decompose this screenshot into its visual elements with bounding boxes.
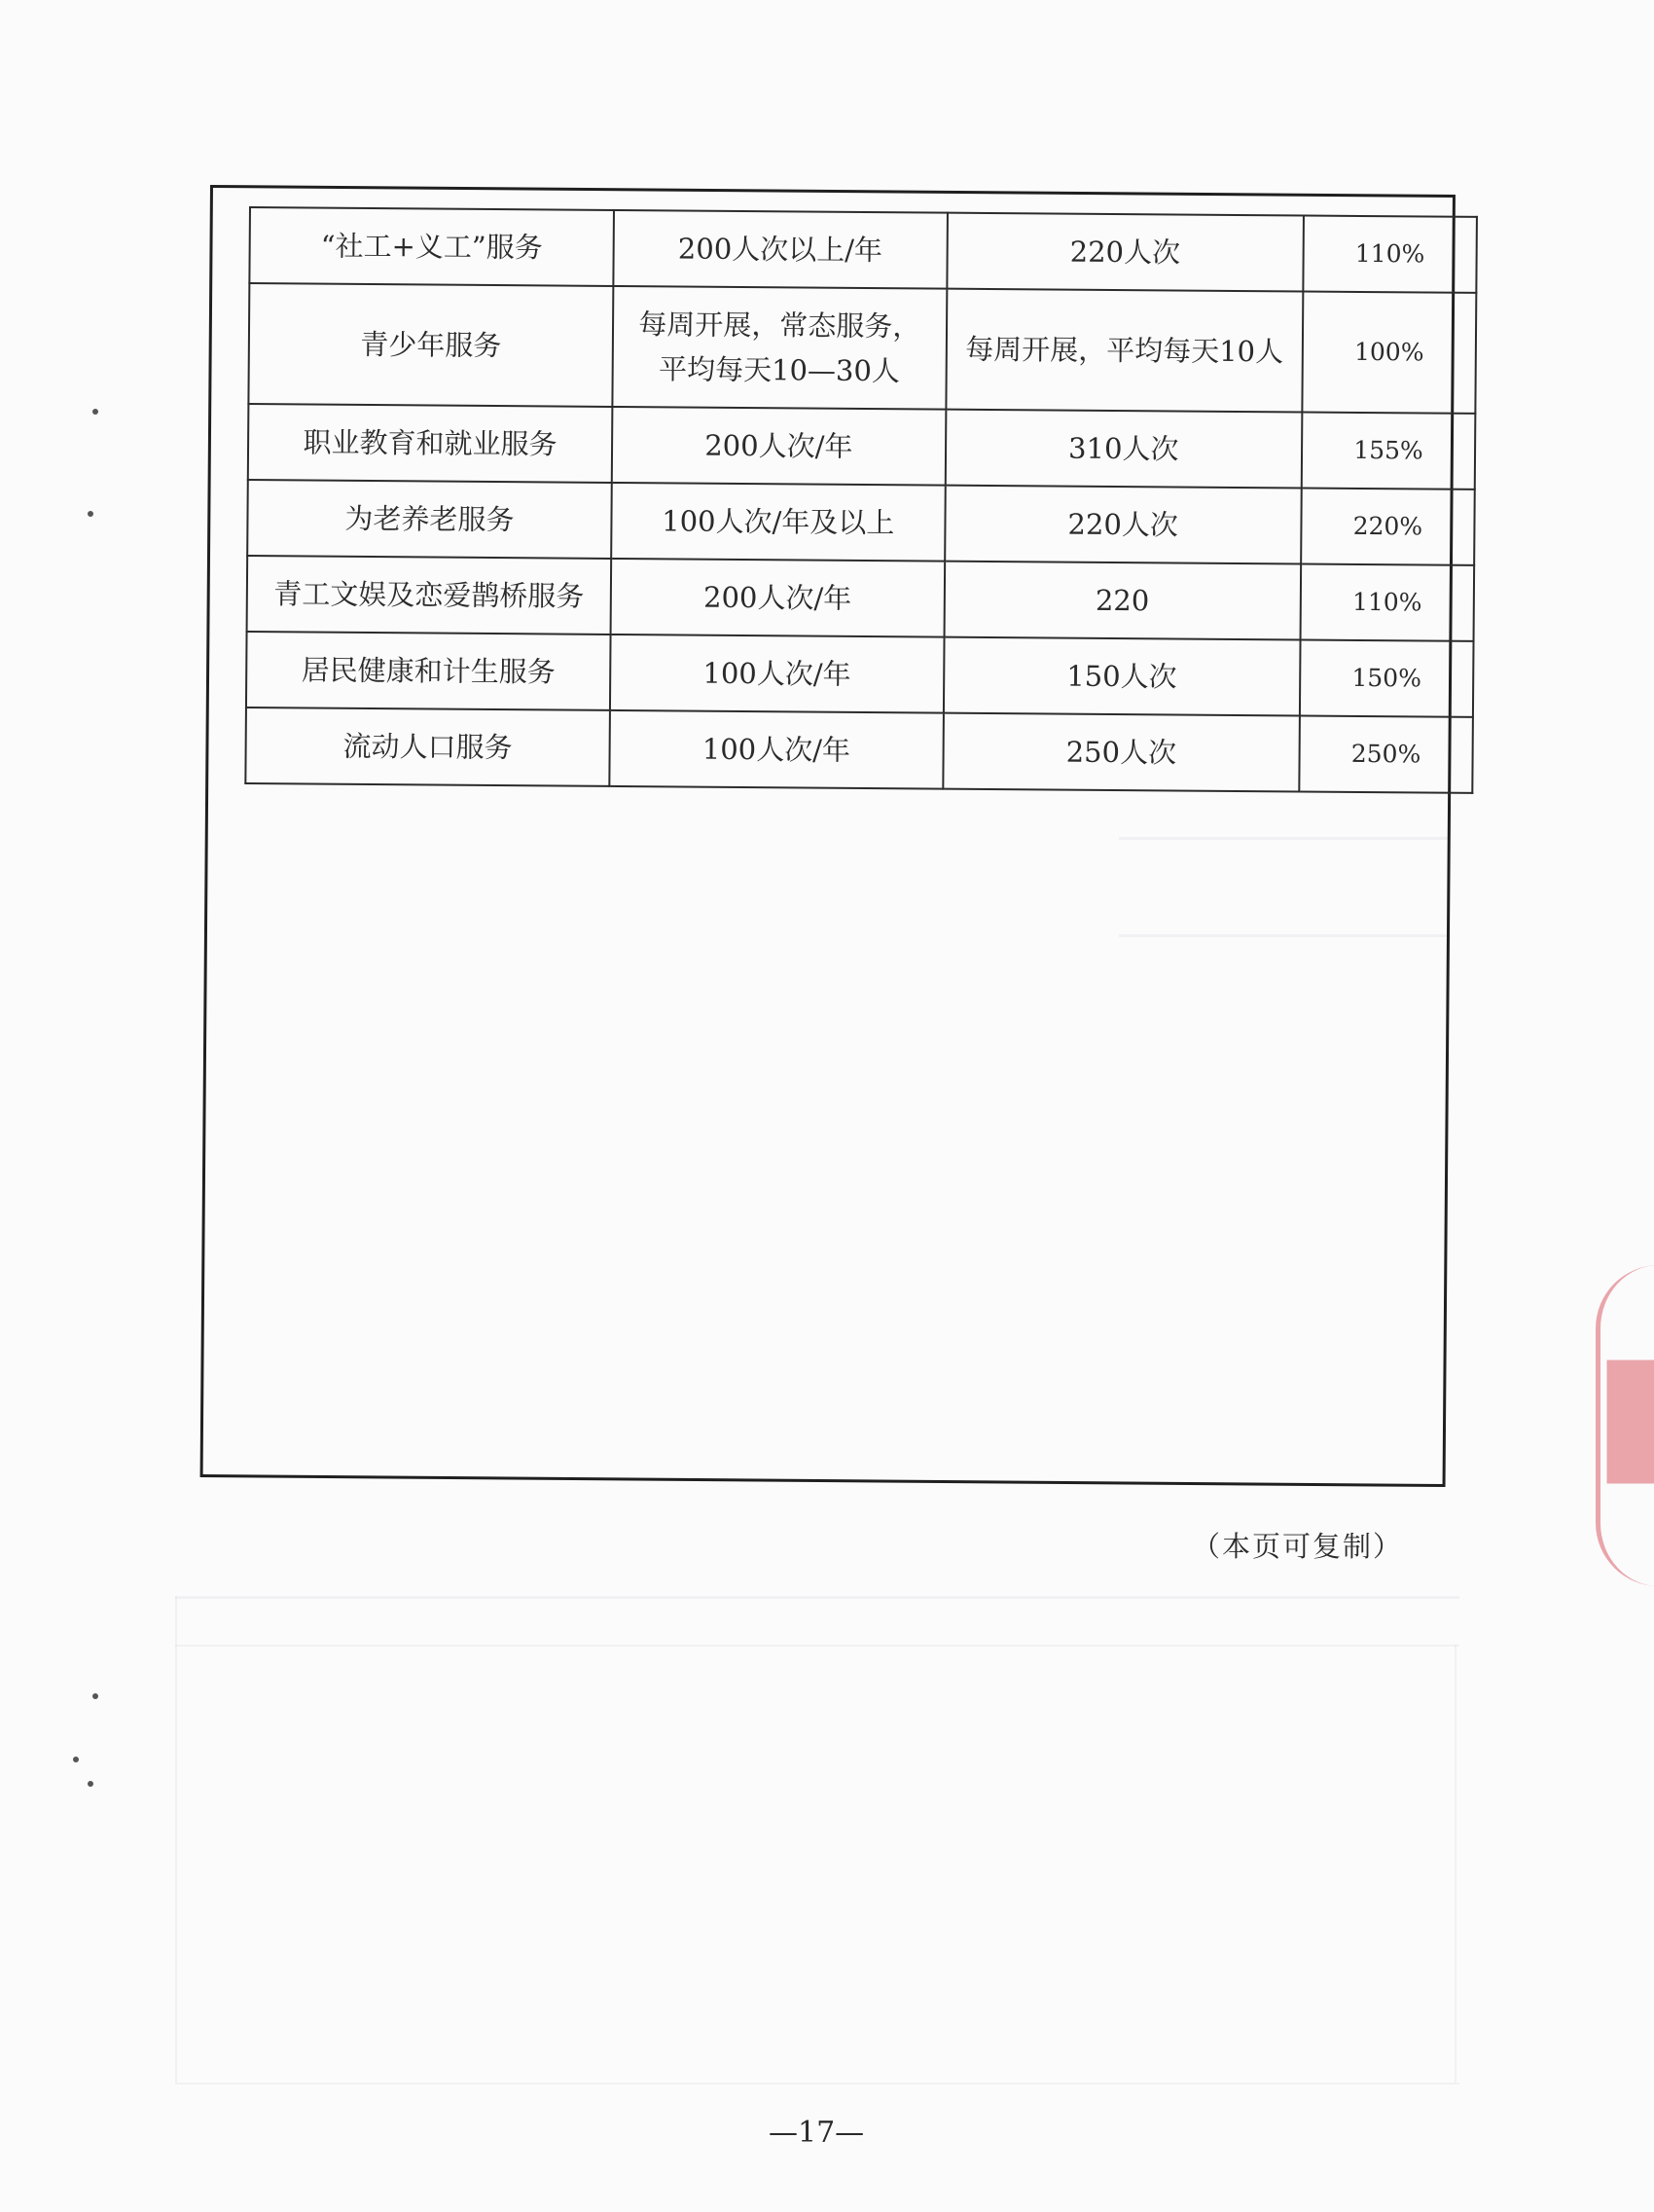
- scan-speck: [92, 1693, 98, 1699]
- completion-rate: 155%: [1302, 413, 1476, 490]
- actual-value: 220: [944, 562, 1301, 640]
- scan-speck: [88, 511, 93, 517]
- show-through-line: [175, 1596, 1459, 1599]
- table-row: [246, 632, 1474, 717]
- table-row: [248, 404, 1476, 490]
- actual-value: 每周开展，平均每天10人: [946, 289, 1303, 413]
- show-through-line: [175, 1645, 1459, 1647]
- actual-value: 220人次: [947, 213, 1304, 292]
- scan-speck: [88, 1781, 93, 1787]
- service-item: 青工文娱及恋爱鹊桥服务: [247, 556, 612, 635]
- target-value: 100人次/年及以上: [611, 483, 945, 562]
- completion-rate: 220%: [1301, 489, 1475, 565]
- target-value: 每周开展，常态服务，平均每天10—30人: [612, 286, 947, 410]
- scan-speck: [92, 409, 98, 415]
- table-row: [247, 556, 1475, 641]
- table-row: [248, 283, 1476, 414]
- table-row: [247, 480, 1475, 565]
- service-item: 流动人口服务: [245, 707, 610, 786]
- actual-value: 310人次: [945, 410, 1302, 489]
- target-value: 200人次以上/年: [613, 210, 947, 289]
- copy-permission-note: （本页可复制）: [1192, 1530, 1404, 1563]
- table-row: [249, 207, 1477, 293]
- service-item: 居民健康和计生服务: [246, 632, 611, 710]
- page-number: —17—: [769, 2116, 865, 2150]
- service-item: 职业教育和就业服务: [248, 404, 613, 483]
- completion-rate: 150%: [1300, 639, 1474, 716]
- completion-rate: 250%: [1299, 715, 1473, 792]
- service-item: 为老养老服务: [247, 480, 612, 559]
- completion-rate: 100%: [1302, 292, 1476, 414]
- red-seal-stamp: [1596, 1265, 1654, 1586]
- target-value: 200人次/年: [612, 407, 946, 486]
- service-table: [244, 206, 1478, 794]
- scan-speck: [73, 1757, 79, 1762]
- actual-value: 250人次: [943, 713, 1300, 792]
- target-value: 100人次/年: [610, 635, 944, 713]
- show-through-line: [175, 1596, 177, 2083]
- service-item: “社工+义工”服务: [249, 207, 614, 286]
- show-through-line: [175, 2083, 1459, 2085]
- target-value: 200人次/年: [611, 559, 945, 637]
- target-value: 100人次/年: [609, 710, 943, 789]
- service-item: 青少年服务: [248, 283, 613, 407]
- actual-value: 150人次: [944, 637, 1301, 716]
- completion-rate: 110%: [1303, 216, 1477, 293]
- show-through-line: [1455, 1645, 1456, 2083]
- actual-value: 220人次: [945, 486, 1302, 564]
- completion-rate: 110%: [1300, 564, 1474, 641]
- table-row: [245, 707, 1473, 793]
